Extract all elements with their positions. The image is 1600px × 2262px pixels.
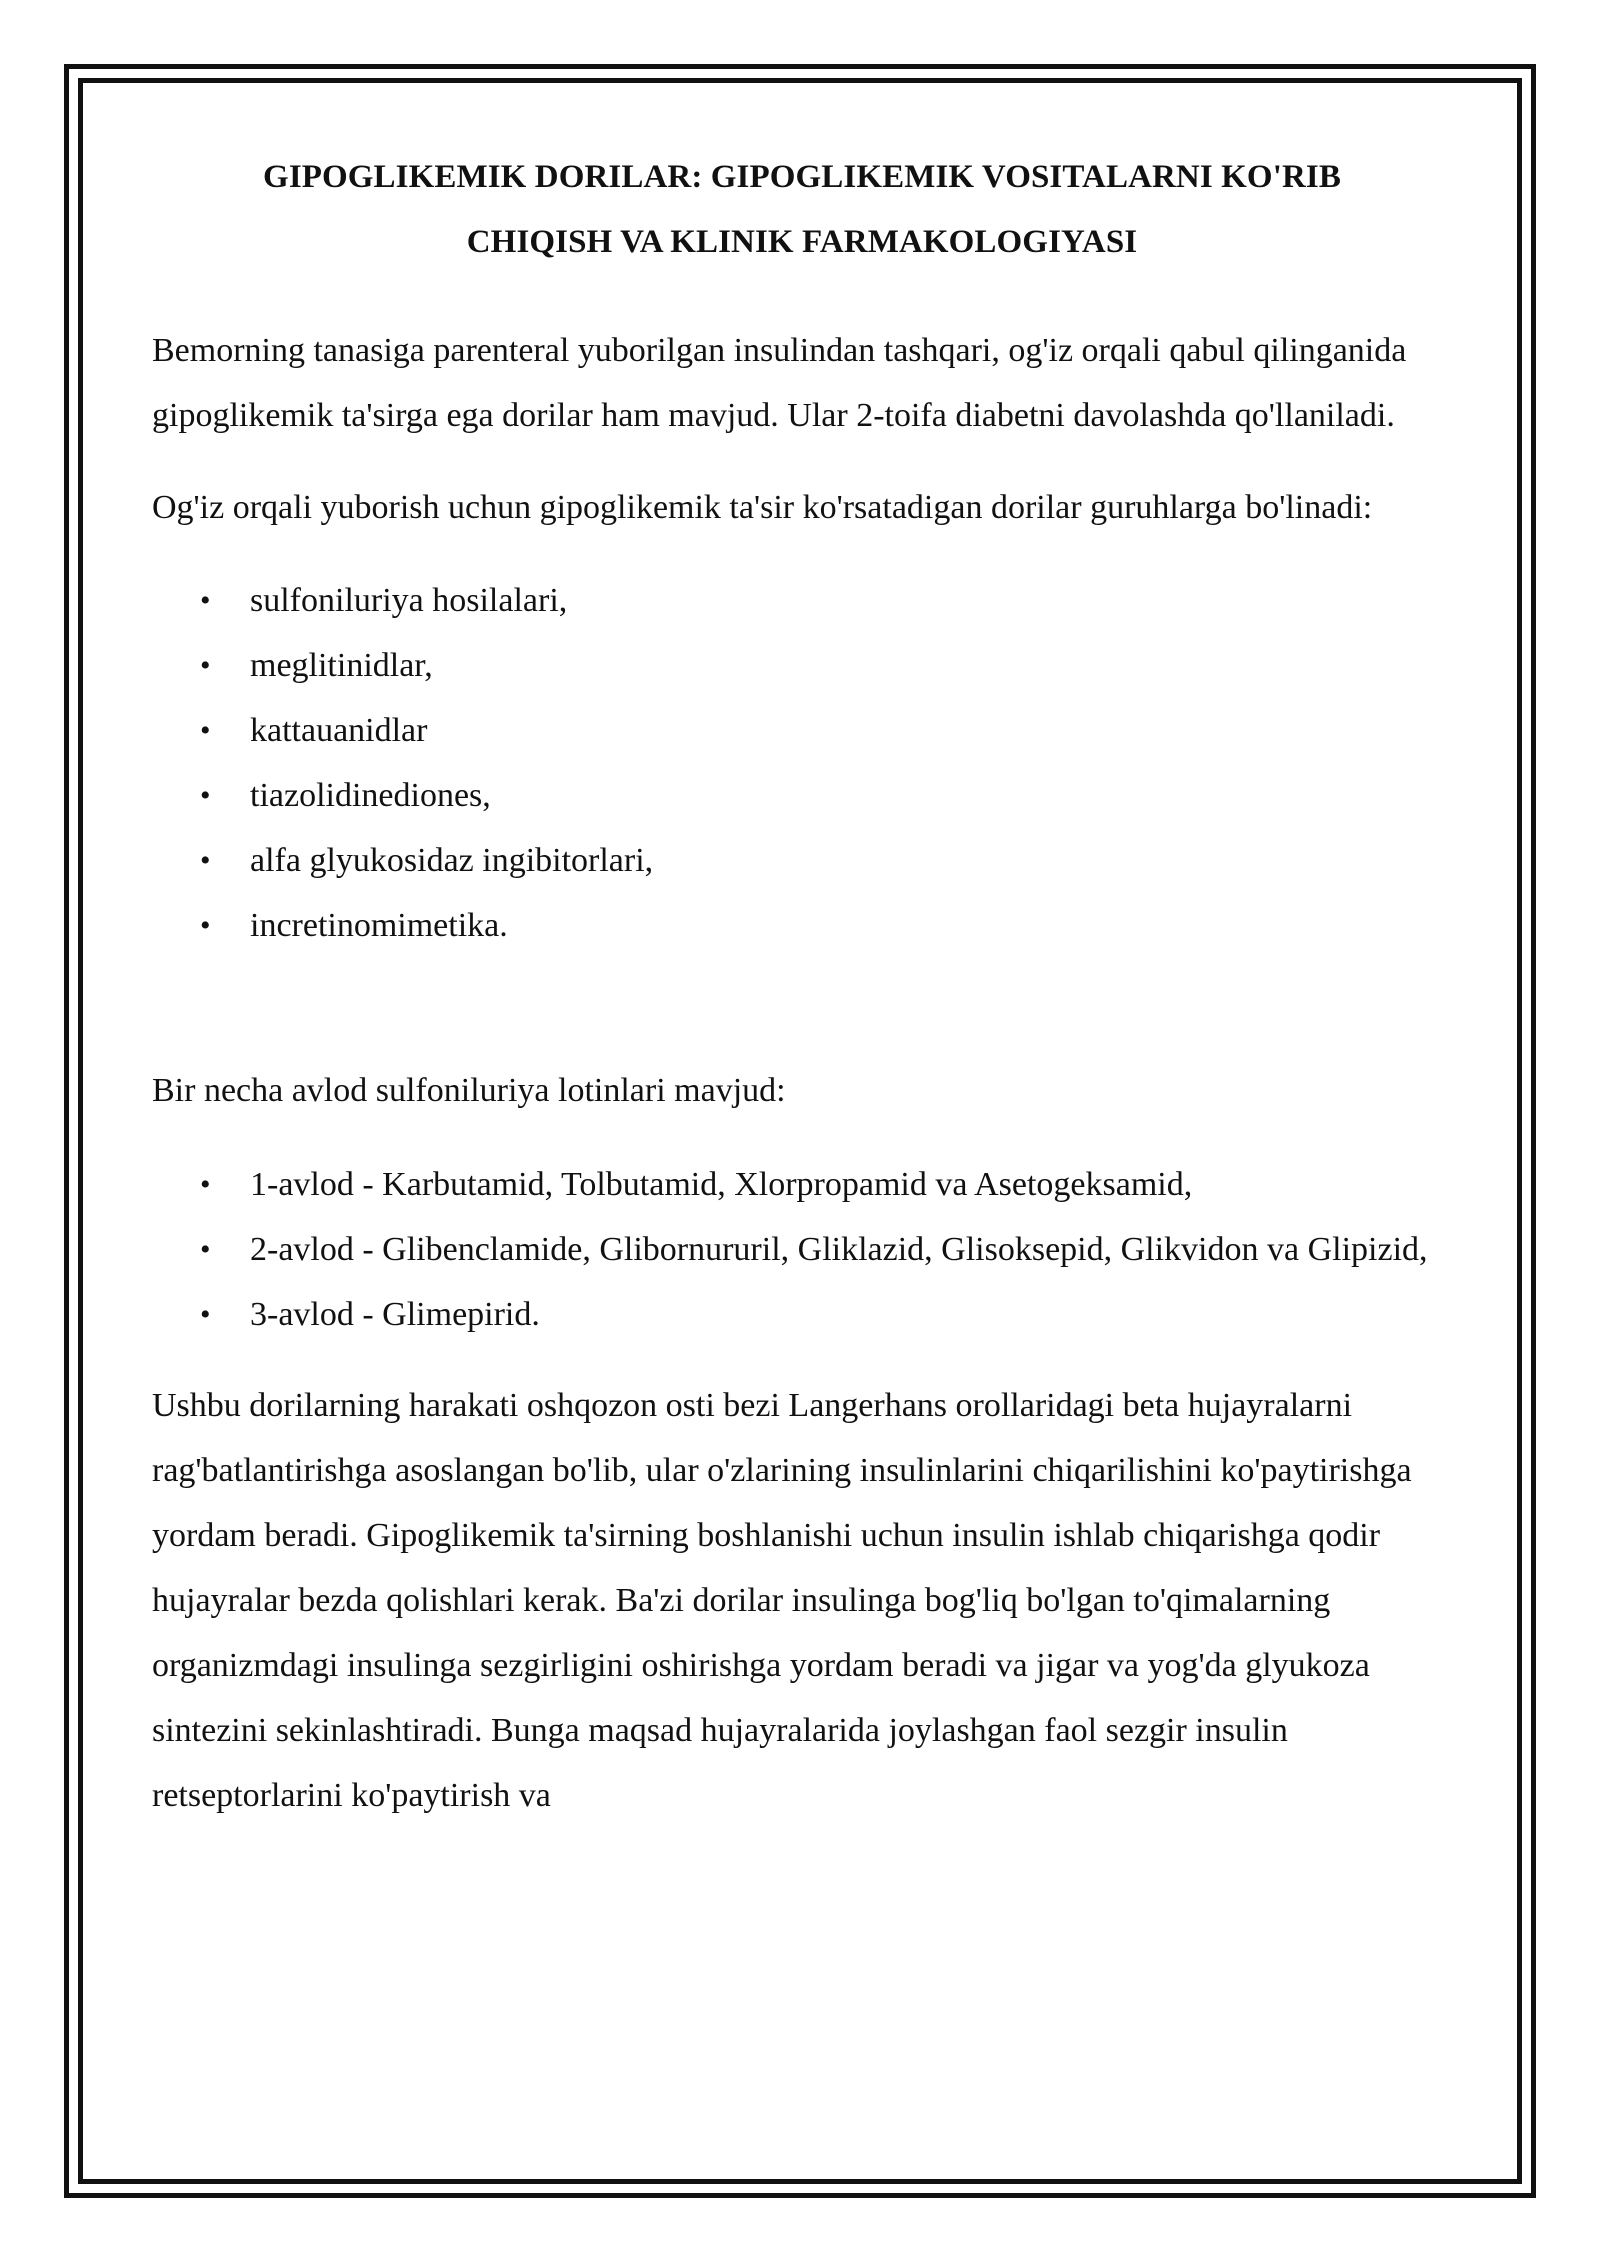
drug-groups-intro: Og'iz orqali yuborish uchun gipoglikemik ta'sir ko'rsatadigan dorilar guruhlarga bo'linadi: (152, 489, 1373, 526)
list-item: • incretinomimetika. (152, 893, 1452, 958)
list-item: • alfa glyukosidaz ingibitorlari, (152, 828, 1452, 893)
list-item: • 3-avlod - Glimepirid. (152, 1282, 1452, 1347)
list-item: • kattauanidlar (152, 698, 1452, 763)
document-title (152, 145, 1452, 275)
drug-groups-list (152, 568, 1452, 958)
generations-intro: Bir necha avlod sulfoniluriya lotinlari mavjud: (152, 1072, 786, 1109)
list-item: • 1-avlod - Karbutamid, Tolbutamid, Xlorpropamid va Asetogeksamid, (152, 1152, 1452, 1217)
list-item: • 2-avlod - Glibenclamide, Glibornururil, Gliklazid, Glisoksepid, Glikvidon va Glipizid, (152, 1217, 1452, 1282)
intro-paragraph: Bemorning tanasiga parenteral yuborilgan insulindan tashqari, og'iz orqali qabul qilinganida gipoglikemik ta'sirga ega dorilar ham mavjud. Ular 2-toifa diabetni davolashda qo'llaniladi. (152, 332, 1407, 434)
generations-list (152, 1152, 1452, 1347)
list-item: • meglitinidlar, (152, 633, 1452, 698)
document-body (152, 145, 1452, 1828)
title-line-1: GIPOGLIKEMIK DORILAR: GIPOGLIKEMIK VOSITALARNI KO'RIB (263, 159, 1341, 195)
mechanism-paragraph: Ushbu dorilarning harakati oshqozon osti bezi Langerhans orollaridagi beta hujayralarni rag'batlantirishga asoslangan bo'lib, ular o'zlarining insulinlarini chiqarilishini ko'paytirishga yordam beradi. Gipoglikemik ta'sirning boshlanishi uchun insulin ishlab chiqarishga qodir hujayralar bezda qolishlari kerak. Ba'zi dorilar insulinga bog'liq bo'lgan to'qimalarning organizmdagi insulinga sezgirligini oshirishga yordam beradi va jigar va yog'da glyukoza sintezini sekinlashtiradi. Bunga maqsad hujayralarida joylashgan faol sezgir insulin retseptorlarini ko'paytirish va (152, 1387, 1412, 1814)
title-line-2: CHIQISH VA KLINIK FARMAKOLOGIYASI (466, 224, 1138, 260)
list-item: • sulfoniluriya hosilalari, (152, 568, 1452, 633)
list-item: • tiazolidinediones, (152, 763, 1452, 828)
